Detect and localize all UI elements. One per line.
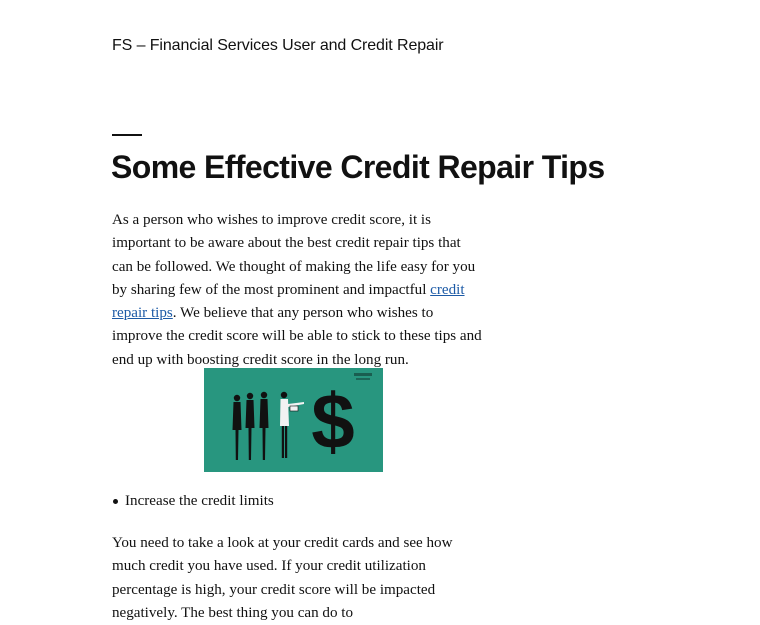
dollar-sign-icon: $ xyxy=(311,377,355,465)
body-paragraph: You need to take a look at your credit cards and see how much credit you have used. If your credit utilization percentage is high, your credit score will be impacted negatively. The best thing you can do to xyxy=(112,535,453,621)
list-item xyxy=(112,490,274,513)
post-title: Some Effective Credit Repair Tips xyxy=(111,149,605,185)
people-and-dollar-illustration xyxy=(204,368,383,472)
title-divider xyxy=(112,134,142,136)
site-title-link[interactable]: FS – Financial Services User and Credit Repair xyxy=(112,37,444,54)
tips-list xyxy=(112,490,274,513)
post-image xyxy=(204,368,383,472)
intro-text-before-link: As a person who wishes to improve credit score, it is important to be aware about the best credit repair tips that can be followed. We thought of making the life easy for you by sharing few of the most prominent and impactful xyxy=(112,212,476,298)
list-item-text: Increase the credit limits xyxy=(125,493,274,509)
intro-paragraph xyxy=(112,209,484,372)
bullet-icon xyxy=(113,499,118,504)
intro-text-after-link: . We believe that any person who wishes to improve the credit score will be able to stick to these tips and end up with boosting credit score in the long run. xyxy=(112,305,482,368)
credit-repair-tips-link[interactable]: credit repair tips xyxy=(112,281,465,322)
